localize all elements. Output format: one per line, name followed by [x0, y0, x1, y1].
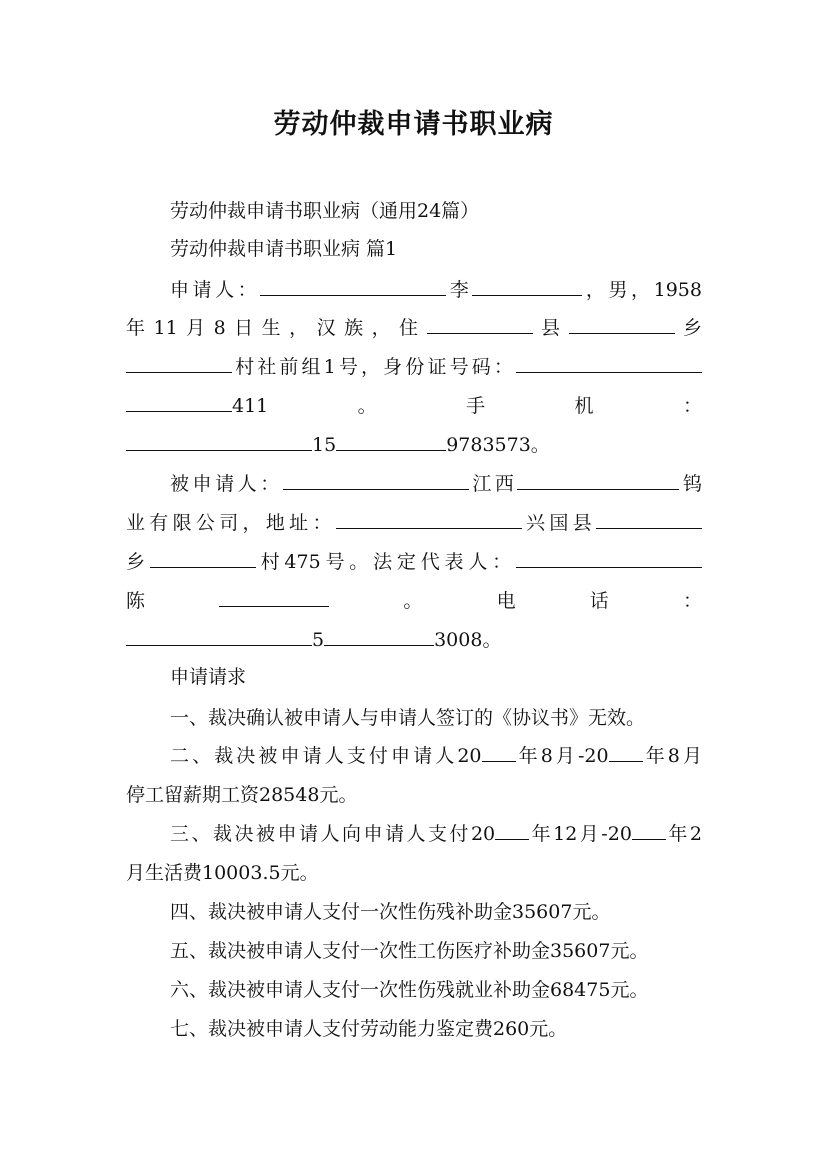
- request-item-1: 一、裁决确认被申请人与申请人签订的《协议书》无效。: [170, 707, 646, 729]
- applicant-line-4: 411。手机：: [126, 391, 702, 421]
- applicant-line-3: 村社前组1号，身份证号码：: [126, 352, 702, 382]
- blank-field: [126, 391, 232, 412]
- blank-field: [126, 625, 312, 646]
- blank-field: [219, 586, 329, 607]
- blank-field: [482, 741, 516, 762]
- blank-field: [427, 313, 533, 334]
- blank-field: [472, 275, 582, 296]
- blank-field: [517, 469, 679, 490]
- respondent-line-5: 5 3008。: [126, 625, 702, 655]
- request-item-3-cont: 月生活费10003.5元。: [126, 862, 319, 884]
- applicant-line-1: 申请人： 李 ，男，1958: [170, 275, 702, 305]
- blank-field: [336, 508, 522, 529]
- respondent-line-3: 乡 村475号。法定代表人：: [126, 547, 702, 577]
- request-item-5: 五、裁决被申请人支付一次性工伤医疗补助金35607元。: [170, 940, 649, 962]
- blank-field: [609, 741, 643, 762]
- blank-field: [324, 625, 434, 646]
- requests-heading: 申请请求: [170, 666, 247, 688]
- blank-field: [569, 313, 675, 334]
- section-heading: 劳动仲裁申请书职业病 篇1: [170, 238, 398, 260]
- request-item-6: 六、裁决被申请人支付一次性伤残就业补助金68475元。: [170, 979, 649, 1001]
- respondent-line-1: 被申请人： 江西 钨: [170, 469, 702, 499]
- request-item-2-cont: 停工留薪期工资28548元。: [126, 784, 358, 806]
- blank-field: [632, 819, 666, 840]
- blank-field: [283, 469, 469, 490]
- respondent-line-2: 业有限公司，地址： 兴国县: [126, 508, 702, 538]
- blank-field: [150, 547, 256, 568]
- blank-field: [260, 275, 446, 296]
- blank-field: [516, 547, 702, 568]
- blank-field: [516, 352, 702, 373]
- document-subtitle: 劳动仲裁申请书职业病（通用24篇）: [170, 200, 480, 222]
- request-item-3: 三、裁决被申请人向申请人支付20 年12月-20 年2: [170, 819, 702, 849]
- respondent-line-4: 陈 。电话：: [126, 586, 702, 616]
- blank-field: [126, 430, 312, 451]
- request-item-2: 二、裁决被申请人支付申请人20 年8月-20 年8月: [170, 741, 702, 771]
- blank-field: [596, 508, 702, 529]
- request-item-4: 四、裁决被申请人支付一次性伤残补助金35607元。: [170, 901, 611, 923]
- request-item-7: 七、裁决被申请人支付劳动能力鉴定费260元。: [170, 1018, 568, 1040]
- applicant-line-5: 15 9783573。: [126, 430, 702, 460]
- blank-field: [336, 430, 446, 451]
- document-title: 劳动仲裁申请书职业病: [273, 109, 554, 140]
- applicant-line-2: 年11月8日生，汉族，住 县 乡: [126, 313, 702, 343]
- blank-field: [126, 352, 232, 373]
- blank-field: [495, 819, 529, 840]
